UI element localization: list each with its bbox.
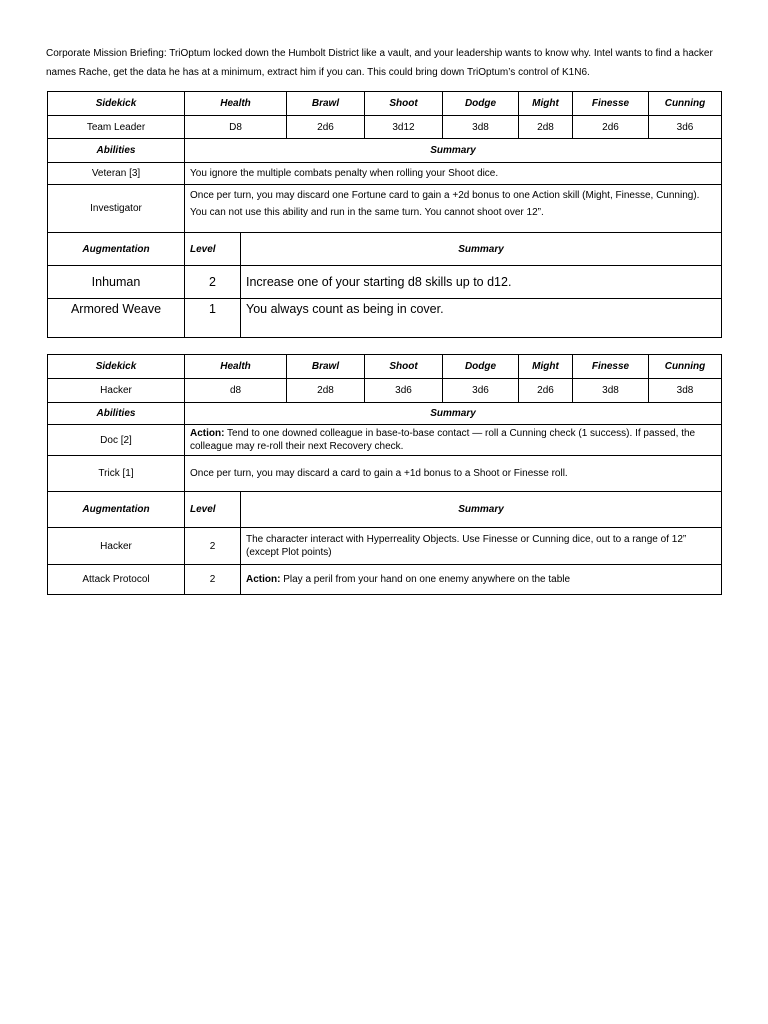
header-aug-summary: Summary — [241, 233, 722, 266]
ability-summary — [185, 425, 722, 456]
augmentation-name: Attack Protocol — [48, 565, 185, 595]
ability-row — [48, 163, 722, 185]
header-abilities: Abilities — [48, 403, 185, 425]
header-level: Level — [185, 233, 241, 266]
abilities-header-row — [48, 403, 722, 425]
stat-health: D8 — [185, 116, 287, 139]
stat-might: 2d8 — [519, 116, 573, 139]
header-dodge: Dodge — [443, 92, 519, 116]
abilities-header-row — [48, 139, 722, 163]
stat-shoot: 3d6 — [365, 379, 443, 403]
stat-finesse: 3d8 — [573, 379, 649, 403]
sidekick-card-hacker — [47, 354, 722, 595]
stat-cunning: 3d8 — [649, 379, 722, 403]
header-dodge: Dodge — [443, 355, 519, 379]
ability-name: Doc [2] — [48, 425, 185, 456]
augmentation-summary-text: The character interact with Hyperreality Objects. Use Finesse or Cunning dice, out to a range of 12” (except Plot points) — [246, 534, 687, 558]
header-level: Level — [185, 492, 241, 528]
ability-row — [48, 425, 722, 456]
augmentation-level: 2 — [185, 528, 241, 565]
stat-sidekick: Hacker — [48, 379, 185, 403]
header-might: Might — [519, 355, 573, 379]
ability-name: Trick [1] — [48, 456, 185, 492]
augmentation-header-row — [48, 233, 722, 266]
header-finesse: Finesse — [573, 355, 649, 379]
augmentation-name: Armored Weave — [48, 299, 185, 338]
augmentation-summary — [241, 565, 722, 595]
stat-sidekick: Team Leader — [48, 116, 185, 139]
ability-name: Investigator — [48, 185, 185, 233]
header-aug-summary: Summary — [241, 492, 722, 528]
augmentation-summary — [241, 528, 722, 565]
mission-briefing: Corporate Mission Briefing: TriOptum locked down the Humbolt District like a vault, and your leadership wants to know why. Intel wants to find a hacker names Rache, get the data he has at a minimum, extract him if you can. This could bring down TriOptum’s control of K1N6. — [46, 48, 713, 78]
augmentation-summary: You always count as being in cover. — [241, 299, 722, 338]
ability-summary-text: Once per turn, you may discard a card to gain a +1d bonus to a Shoot or Finesse roll. — [190, 468, 568, 479]
ability-name: Veteran [3] — [48, 163, 185, 185]
augmentation-summary-text: Play a peril from your hand on one enemy anywhere on the table — [280, 574, 571, 585]
stat-might: 2d6 — [519, 379, 573, 403]
stat-dodge: 3d6 — [443, 379, 519, 403]
augmentation-row — [48, 565, 722, 595]
header-cunning: Cunning — [649, 92, 722, 116]
augmentation-row — [48, 299, 722, 338]
header-brawl: Brawl — [287, 92, 365, 116]
header-brawl: Brawl — [287, 355, 365, 379]
header-health: Health — [185, 92, 287, 116]
stats-header-row — [48, 355, 722, 379]
ability-summary: You ignore the multiple combats penalty when rolling your Shoot dice. — [185, 163, 722, 185]
augmentation-level: 2 — [185, 565, 241, 595]
stats-header-row — [48, 92, 722, 116]
header-sidekick: Sidekick — [48, 355, 185, 379]
stat-dodge: 3d8 — [443, 116, 519, 139]
header-summary: Summary — [185, 403, 722, 425]
augmentation-level: 2 — [185, 266, 241, 299]
header-sidekick: Sidekick — [48, 92, 185, 116]
header-shoot: Shoot — [365, 355, 443, 379]
header-finesse: Finesse — [573, 92, 649, 116]
stats-row — [48, 116, 722, 139]
header-summary: Summary — [185, 139, 722, 163]
augmentation-level: 1 — [185, 299, 241, 338]
stat-shoot: 3d12 — [365, 116, 443, 139]
augmentation-name: Inhuman — [48, 266, 185, 299]
header-augmentation: Augmentation — [48, 492, 185, 528]
header-augmentation: Augmentation — [48, 233, 185, 266]
action-label: Action: — [190, 428, 225, 439]
header-abilities: Abilities — [48, 139, 185, 163]
stat-cunning: 3d6 — [649, 116, 722, 139]
header-shoot: Shoot — [365, 92, 443, 116]
augmentation-name: Hacker — [48, 528, 185, 565]
ability-row — [48, 185, 722, 233]
augmentation-summary: Increase one of your starting d8 skills up to d12. — [241, 266, 722, 299]
header-health: Health — [185, 355, 287, 379]
header-might: Might — [519, 92, 573, 116]
stat-health: d8 — [185, 379, 287, 403]
ability-row — [48, 456, 722, 492]
action-label: Action: — [246, 574, 281, 585]
stat-finesse: 2d6 — [573, 116, 649, 139]
header-cunning: Cunning — [649, 355, 722, 379]
augmentation-row — [48, 528, 722, 565]
ability-summary: Once per turn, you may discard one Fortune card to gain a +2d bonus to one Action skill (Might, Finesse, Cunning). You can not use this ability and run in the same turn. You cannot shoot over 12”. — [185, 185, 722, 233]
ability-summary — [185, 456, 722, 492]
stats-row — [48, 379, 722, 403]
stat-brawl: 2d6 — [287, 116, 365, 139]
augmentation-row — [48, 266, 722, 299]
augmentation-header-row — [48, 492, 722, 528]
sidekick-card-team-leader — [47, 91, 722, 338]
ability-summary-text: Tend to one downed colleague in base-to-base contact — roll a Cunning check (1 success). If passed, the colleague may re-roll their next Recovery check. — [190, 428, 696, 452]
stat-brawl: 2d8 — [287, 379, 365, 403]
